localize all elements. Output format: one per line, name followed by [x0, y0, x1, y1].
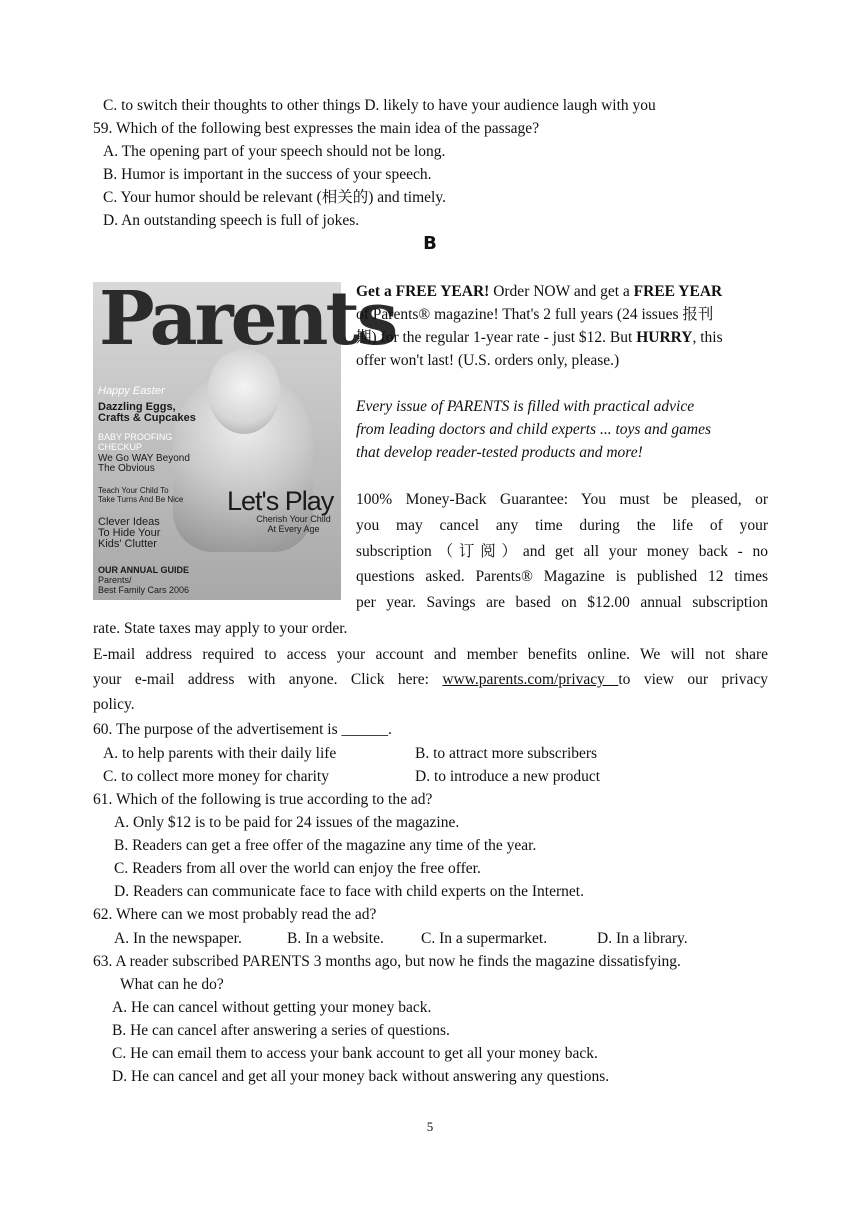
- q60-option-a: A. to help parents with their daily life: [103, 745, 337, 762]
- ad-free-year-bold: FREE YEAR: [633, 283, 723, 300]
- cover-way-line2: The Obvious: [98, 463, 155, 474]
- cover-clever-line1: Clever Ideas: [98, 516, 160, 528]
- cover-lets-play: Let's Play: [227, 486, 334, 516]
- ad-p4-line1: E-mail address required to access your account and member benefits online. We will not share: [93, 646, 768, 663]
- cover-masthead: Parents: [99, 276, 396, 362]
- q61-option-c: C. Readers from all over the world can enjoy the free offer.: [114, 860, 481, 877]
- ad-p3-line4: questions asked. Parents® Magazine is published 12 times: [356, 568, 768, 585]
- page-number: 5: [426, 1119, 434, 1134]
- q62-stem: 62. Where can we most probably read the ad?: [93, 906, 377, 923]
- q62-option-c: C. In a supermarket.: [421, 930, 548, 947]
- q60-stem: 60. The purpose of the advertisement is ______.: [93, 721, 392, 738]
- ad-p3-line5: per year. Savings are based on $12.00 annual subscription: [356, 594, 768, 611]
- ad-p4-line2-b: to view our privacy: [618, 671, 768, 688]
- q63-option-a: A. He can cancel without getting your money back.: [112, 999, 432, 1016]
- q63-stem-line1: 63. A reader subscribed PARENTS 3 months ago, but now he finds the magazine dissatisfying.: [93, 953, 681, 970]
- ad-p1-line3-a: 期) for the regular 1-year rate - just $12. But: [356, 329, 637, 346]
- parents-magazine-cover: [93, 276, 396, 600]
- cover-guide-line2: Parents/: [98, 575, 132, 585]
- ad-p3-line1: 100% Money-Back Guarantee: You must be pleased, or: [356, 491, 768, 508]
- cover-eggs-line2: Crafts & Cupcakes: [98, 412, 196, 424]
- cover-eggs-line1: Dazzling Eggs,: [98, 401, 176, 413]
- ad-p4-line3: policy.: [93, 696, 135, 713]
- cover-cherish-line2: At Every Age: [267, 524, 320, 534]
- privacy-link[interactable]: www.parents.com/privacy: [442, 671, 619, 688]
- ad-p3-line2: you may cancel any time during the life of your: [356, 517, 768, 534]
- q63-option-b: B. He can cancel after answering a series of questions.: [112, 1022, 450, 1039]
- cover-babyproof-line1: BABY PROOFING: [98, 432, 173, 442]
- cover-babyproof-line2: CHECKUP: [98, 442, 143, 452]
- cover-clever-line3: Kids' Clutter: [98, 538, 157, 550]
- q63-option-d: D. He can cancel and get all your money back without answering any questions.: [112, 1068, 610, 1085]
- ad-p2-line3: that develop reader-tested products and more!: [356, 444, 643, 461]
- q60-option-c: C. to collect more money for charity: [103, 768, 329, 785]
- q59-stem: 59. Which of the following best expresses the main idea of the passage?: [93, 120, 540, 137]
- ad-p1-line4: offer won't last! (U.S. orders only, please.): [356, 352, 620, 369]
- q62-option-d: D. In a library.: [597, 930, 688, 947]
- q62-option-b: B. In a website.: [287, 930, 384, 947]
- ad-hurry: HURRY: [636, 329, 693, 346]
- ad-p1-line3-c: , this: [692, 329, 723, 346]
- q60-option-b: B. to attract more subscribers: [415, 745, 598, 762]
- q61-option-a: A. Only $12 is to be paid for 24 issues of the magazine.: [114, 814, 460, 831]
- cover-cherish-line1: Cherish Your Child: [256, 514, 331, 524]
- cover-teach-line2: Take Turns And Be Nice: [98, 495, 184, 504]
- ad-p4-line2-a: your e-mail address with anyone. Click here:: [93, 671, 443, 688]
- q58-options-cd: C. to switch their thoughts to other things D. likely to have your audience laugh with you: [103, 97, 656, 114]
- cover-guide-line1: OUR ANNUAL GUIDE: [98, 565, 190, 575]
- cover-happy-easter: Happy Easter: [98, 385, 165, 397]
- q61-stem: 61. Which of the following is true according to the ad?: [93, 791, 433, 808]
- cover-guide-line3: Best Family Cars 2006: [98, 585, 190, 595]
- ad-p2-line2: from leading doctors and child experts ... toys and games: [356, 421, 712, 438]
- q63-option-c: C. He can email them to access your bank account to get all your money back.: [112, 1045, 598, 1062]
- ad-p1-line3: [356, 328, 723, 348]
- cover-teach-line1: Teach Your Child To: [98, 486, 169, 495]
- q61-option-d: D. Readers can communicate face to face with child experts on the Internet.: [114, 883, 584, 900]
- ad-p3-line3: subscription（订阅）and get all your money back - no: [356, 543, 768, 560]
- ad-p4-line2: [93, 670, 768, 690]
- cover-cherish: [251, 514, 336, 534]
- ad-free-year-heading: Get a FREE YEAR!: [356, 283, 490, 300]
- ad-p1-line2: of Parents® magazine! That's 2 full years (24 issues 报刊: [356, 306, 714, 323]
- q59-option-b: B. Humor is important in the success of your speech.: [103, 166, 432, 183]
- q59-option-d: D. An outstanding speech is full of jokes.: [103, 212, 360, 229]
- q59-option-c: C. Your humor should be relevant (相关的) and timely.: [103, 189, 446, 206]
- cover-clever-line2: To Hide Your: [98, 527, 161, 539]
- q60-option-d: D. to introduce a new product: [415, 768, 601, 785]
- ad-p1-text: Order NOW and get a: [489, 283, 634, 300]
- ad-p3-line6: rate. State taxes may apply to your order.: [93, 620, 348, 637]
- q63-stem-line2: What can he do?: [120, 976, 224, 993]
- q59-option-a: A. The opening part of your speech should not be long.: [103, 143, 446, 160]
- q62-option-a: A. In the newspaper.: [114, 930, 242, 947]
- q61-option-b: B. Readers can get a free offer of the magazine any time of the year.: [114, 837, 537, 854]
- section-label: B: [423, 233, 437, 254]
- ad-p2-line1: Every issue of PARENTS is filled with practical advice: [356, 398, 695, 415]
- ad-p1-line1: [356, 282, 722, 302]
- cover-way-line1: We Go WAY Beyond: [98, 453, 190, 464]
